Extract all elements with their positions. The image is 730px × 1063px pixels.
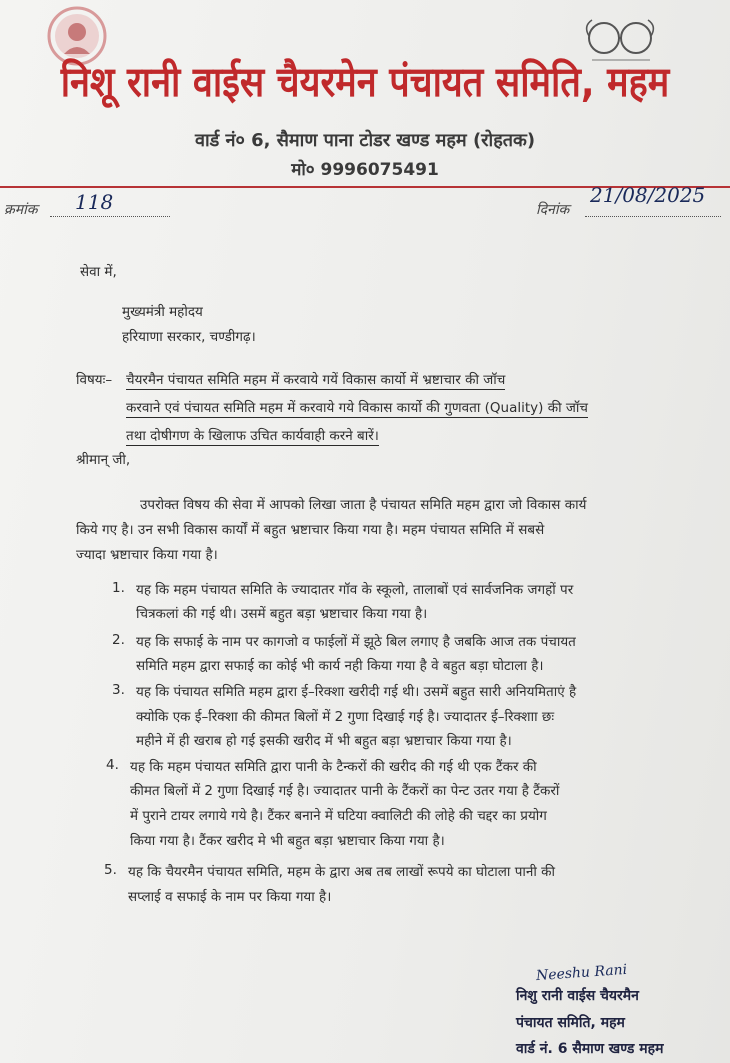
date-dotted-line — [585, 216, 721, 217]
point-4-number: 4. — [106, 757, 119, 773]
point-4-line4: किया गया है। टैंकर खरीद मे भी बहुत बड़ा भ्रष्टाचार किया गया है। — [130, 833, 445, 849]
subject-line2: करवाने एवं पंचायत समिति महम में करवाये गये विकास कार्यो की गुणवता (Quality) की जॉच — [126, 400, 588, 416]
intro-line1: उपरोक्त विषय की सेवा में आपको लिखा जाता है पंचायत समिति महम द्वारा जो विकास कार्य — [140, 497, 587, 513]
point-3-line2: क्योकि एक ई–रिक्शा की कीमत बिलों में 2 गुणा दिखाई गई है। ज्यादातर ई–रिक्शाा छः — [136, 709, 555, 725]
point-1-line1: यह कि महम पंचायत समिति के ज्यादातर गॉव के स्कूलो, तालाबों एवं सार्वजनिक जगहों पर — [136, 582, 574, 598]
point-3-line3: महीने में ही खराब हो गई इसकी खरीद में भी बहुत बड़ा भ्रष्टाचार किया गया है। — [136, 733, 512, 749]
point-2-line2: समिति महम द्वारा सफाई का कोई भी कार्य नही किया गया है वे बहुत बड़ा घोटाला है। — [136, 658, 544, 674]
point-5-line1: यह कि चैयरमैन पंचायत समिति, महम के द्वारा अब तब लाखों रूपये का घोटाला पानी की — [128, 864, 556, 880]
intro-line2: किये गए है। उन सभी विकास कार्यों में बहुत भ्रष्टाचार किया गया है। महम पंचायत समिति में सबसे — [76, 522, 545, 538]
org-address: वार्ड नं० 6, सैमाण पाना टोडर खण्ड महम (रोहतक) — [194, 130, 536, 151]
signature-name: निशु रानी वाईस चैयरमैन — [516, 988, 639, 1004]
point-4-line2: कीमत बिलों में 2 गुणा दिखाई गई है। ज्यादातर पानी के टैंकरों का पेन्ट उतर गया है टैंकरों — [130, 783, 560, 799]
point-2-number: 2. — [112, 632, 125, 648]
addressee-to: सेवा में, — [80, 264, 117, 280]
ref-number: 118 — [75, 190, 114, 214]
signature-office: पंचायत समिति, महम — [516, 1015, 625, 1031]
subject-line1: चैयरमैन पंचायत समिति महम में करवाये गयें विकास कार्यो में भ्रष्टाचार की जॉच — [126, 372, 506, 388]
addressee-line1: मुख्यमंत्री महोदय — [122, 304, 203, 320]
subject-label: विषयः– — [76, 372, 113, 388]
point-5-line2: सप्लाई व सफाई के नाम पर किया गया है। — [128, 889, 332, 905]
handwritten-signature: Neeshu Rani — [535, 961, 628, 985]
addressee-line2: हरियाणा सरकार, चण्डीगढ़। — [122, 329, 256, 345]
point-5-number: 5. — [104, 862, 117, 878]
point-4-line3: में पुराने टायर लगाये गये है। टैंकर बनाने में घटिया क्वालिटी की लोहे की चद्दर का प्रयोग — [130, 808, 547, 824]
greeting: श्रीमान् जी, — [76, 452, 131, 468]
org-mobile: मो० 9996075491 — [291, 160, 439, 180]
ref-label: क्रमांक — [4, 202, 38, 218]
subject-line3: तथा दोषीगण के खिलाफ उचित कार्यवाही करने बारें। — [126, 428, 379, 444]
intro-line3: ज्यादा भ्रष्टाचार किया गया है। — [76, 547, 218, 563]
point-3-line1: यह कि पंचायत समिति महम द्वारा ई–रिक्शा खरीदी गई थी। उसमें बहुत सारी अनियमिताएं है — [136, 684, 577, 700]
org-name: निशू रानी वाईस चैयरमेन पंचायत समिति, महम — [60, 59, 670, 107]
point-4-line1: यह कि महम पंचायत समिति द्वारा पानी के टैन्करों की खरीद की गई थी एक टैंकर की — [130, 759, 537, 775]
point-1-line2: चित्रकलां की गई थी। उसमें बहुत बड़ा भ्रष्टाचार किया गया है। — [136, 606, 428, 622]
date-value: 21/08/2025 — [590, 183, 706, 207]
ref-dotted-line — [50, 216, 170, 217]
signature-ward: वार्ड नं. 6 सैमाण खण्ड महम — [516, 1041, 664, 1057]
point-1-number: 1. — [112, 580, 125, 596]
point-2-line1: यह कि सफाई के नाम पर कागजो व फाईलों में झूठे बिल लगाए है जबकि आज तक पंचायत — [136, 634, 576, 650]
date-label: दिनांक — [536, 202, 570, 218]
point-3-number: 3. — [112, 682, 125, 698]
